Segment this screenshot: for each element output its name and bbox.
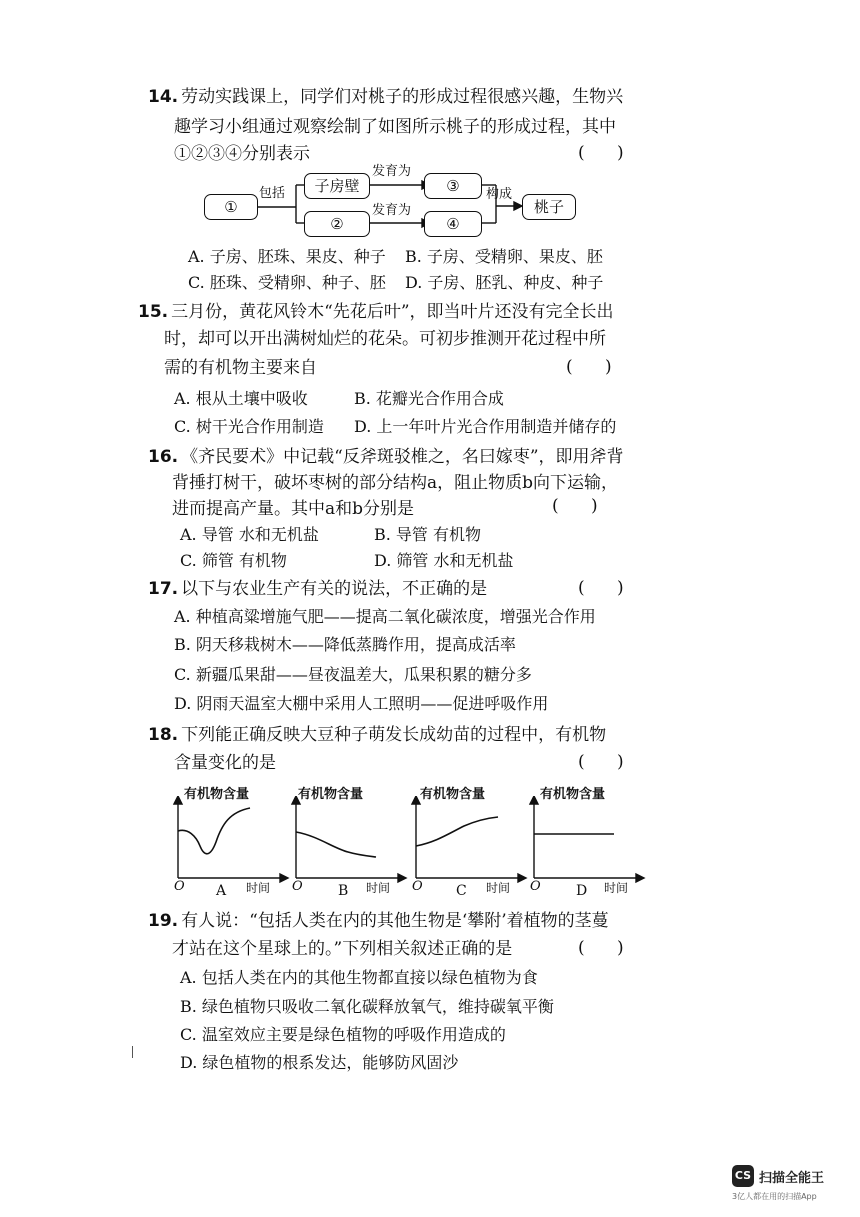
option-b[interactable]: B. 导管 有机物 — [374, 525, 482, 544]
option-c[interactable]: C. 胚珠、受精卵、种子、胚 — [188, 273, 386, 292]
answer-bracket: ( ) — [578, 938, 624, 958]
diagram-node-2: ② — [304, 211, 370, 237]
option-b[interactable]: B. 绿色植物只吸收二氧化碳释放氧气，维持碳氧平衡 — [180, 997, 554, 1016]
chart-curve — [178, 808, 250, 854]
chart-axes — [288, 796, 408, 886]
diagram-label-include: 包括 — [259, 186, 286, 201]
chart-option-letter: D — [576, 883, 588, 899]
question-text: 三月份，黄花风铃木“先花后叶”，即当叶片还没有完全长出 — [171, 302, 614, 322]
question-text: 背捶打树干，破坏枣树的部分结构a，阻止物质b向下运输， — [172, 473, 619, 493]
watermark-app-name: 扫描全能王 — [759, 1171, 825, 1186]
diagram-label-develop: 发育为 — [372, 203, 412, 218]
answer-bracket: ( ) — [578, 143, 624, 163]
chart-y-label: 有机物含量 — [184, 787, 250, 802]
chart-y-label: 有机物含量 — [420, 787, 486, 802]
diagram-node-peach: 桃子 — [522, 194, 576, 220]
option-c[interactable]: C. 树干光合作用制造 — [174, 417, 324, 436]
chart-axes — [526, 796, 646, 886]
question-number: 16. — [148, 447, 179, 467]
chart-x-label: 时间 — [604, 881, 629, 895]
chart-x-label: 时间 — [486, 881, 511, 895]
question-number: 14. — [148, 87, 179, 107]
diagram-node-4: ④ — [424, 211, 482, 237]
question-text: 下列能正确反映大豆种子萌发长成幼苗的过程中，有机物 — [181, 725, 607, 745]
question-text: 《齐民要术》中记载“反斧斑驳椎之，名曰嫁枣”，即用斧背 — [181, 447, 624, 467]
chart-x-label: 时间 — [246, 881, 271, 895]
diagram-node-ovary-wall: 子房壁 — [304, 173, 370, 199]
answer-bracket: ( ) — [578, 578, 624, 598]
question-text: 进而提高产量。其中a和b分别是 — [172, 499, 415, 519]
option-a[interactable]: A. 子房、胚珠、果皮、种子 — [188, 247, 386, 266]
camscanner-logo-icon: CS — [732, 1165, 754, 1187]
option-d[interactable]: D. 子房、胚乳、种皮、种子 — [405, 273, 604, 292]
option-d[interactable]: D. 筛管 水和无机盐 — [374, 551, 514, 570]
chart-origin-label: O — [174, 879, 185, 894]
question-text: 含量变化的是 — [174, 753, 276, 773]
option-a[interactable]: A. 包括人类在内的其他生物都直接以绿色植物为食 — [180, 968, 538, 987]
option-b[interactable]: B. 花瓣光合作用合成 — [354, 389, 504, 408]
question-text: 趣学习小组通过观察绘制了如图所示桃子的形成过程，其中 — [174, 117, 616, 137]
chart-x-label: 时间 — [366, 881, 391, 895]
chart-axes — [408, 796, 528, 886]
option-c[interactable]: C. 温室效应主要是绿色植物的呼吸作用造成的 — [180, 1025, 506, 1044]
answer-bracket: ( ) — [566, 357, 612, 377]
chart-option-letter: B — [338, 883, 349, 899]
answer-bracket: ( ) — [578, 752, 624, 772]
margin-mark — [132, 1046, 133, 1058]
option-a[interactable]: A. 根从土壤中吸收 — [174, 389, 308, 408]
option-c[interactable]: C. 新疆瓜果甜——昼夜温差大，瓜果积累的糖分多 — [174, 665, 532, 684]
option-c[interactable]: C. 筛管 有机物 — [180, 551, 287, 570]
chart-origin-label: O — [412, 879, 423, 894]
diagram-node-1: ① — [204, 194, 258, 220]
option-d[interactable]: D. 阴雨天温室大棚中采用人工照明——促进呼吸作用 — [174, 694, 549, 713]
option-d[interactable]: D. 上一年叶片光合作用制造并储存的 — [354, 417, 617, 436]
question-text: 时，却可以开出满树灿烂的花朵。可初步推测开花过程中所 — [164, 329, 606, 349]
chart-origin-label: O — [292, 879, 303, 894]
question-number: 17. — [148, 579, 179, 599]
question-number: 15. — [138, 302, 169, 322]
chart-option-letter: C — [456, 883, 467, 899]
chart-axes — [170, 796, 290, 886]
option-b[interactable]: B. 子房、受精卵、果皮、胚 — [405, 247, 603, 266]
chart-origin-label: O — [530, 879, 541, 894]
question-text: 有人说：“包括人类在内的其他生物是‘攀附’着植物的茎蔓 — [181, 911, 609, 931]
option-b[interactable]: B. 阴天移栽树木——降低蒸腾作用，提高成活率 — [174, 635, 516, 654]
question-text: ①②③④分别表示 — [174, 144, 310, 164]
chart-curve — [416, 817, 498, 846]
diagram-label-develop: 发育为 — [372, 164, 412, 179]
scanner-watermark — [732, 1165, 842, 1203]
chart-y-label: 有机物含量 — [298, 787, 364, 802]
question-text: 劳动实践课上，同学们对桃子的形成过程很感兴趣，生物兴 — [181, 87, 624, 107]
option-a[interactable]: A. 种植高粱增施气肥——提高二氧化碳浓度，增强光合作用 — [174, 607, 596, 626]
question-number: 18. — [148, 725, 179, 745]
chart-y-label: 有机物含量 — [540, 787, 606, 802]
diagram-node-3: ③ — [424, 173, 482, 199]
question-text: 需的有机物主要来自 — [164, 358, 317, 378]
option-a[interactable]: A. 导管 水和无机盐 — [180, 525, 319, 544]
chart-curve — [296, 832, 376, 857]
diagram-label-form: 构成 — [486, 187, 513, 202]
question-text: 才站在这个星球上的。”下列相关叙述正确的是 — [172, 939, 513, 959]
watermark-tagline: 3亿人都在用的扫描App — [732, 1192, 817, 1201]
chart-option-letter: A — [216, 883, 227, 899]
option-d[interactable]: D. 绿色植物的根系发达，能够防风固沙 — [180, 1053, 459, 1072]
answer-bracket: ( ) — [552, 496, 598, 516]
question-text: 以下与农业生产有关的说法，不正确的是 — [181, 579, 488, 599]
question-number: 19. — [148, 911, 179, 931]
